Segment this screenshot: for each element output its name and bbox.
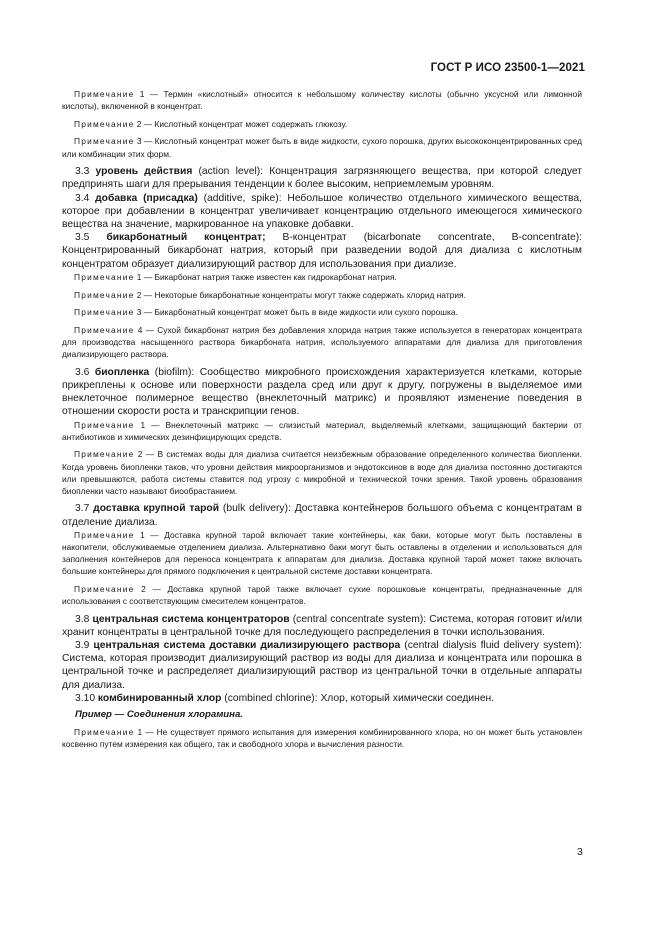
term-text: (central concentrate system): Система, которая готовит и/или хранит концентраты в центральной точке для последующего распределения в точки использования. bbox=[62, 613, 582, 638]
note-label: Примечание bbox=[74, 449, 135, 460]
note-label: Примечание bbox=[74, 289, 135, 300]
note-text: Кислотный концентрат может содержать глюкозу. bbox=[154, 118, 348, 129]
term-name: центральная система доставки диализирующего раствора bbox=[93, 639, 401, 651]
term-name: доставка крупной тарой bbox=[93, 503, 220, 515]
note-paragraph bbox=[62, 118, 582, 130]
term-number: 3.7 bbox=[75, 503, 94, 515]
note-text: Некоторые бикарбонатные концентраты могут также содержать хлорид натрия. bbox=[154, 289, 466, 300]
note-paragraph bbox=[62, 289, 582, 301]
note-text: Внеклеточный матрикс — слизистый материал, выделяемый клетками, защищающий бактерии от антибиотиков и химических дезинфицирующих средств. bbox=[62, 419, 583, 442]
term-text: (biofilm): Сообщество микробного происхождения характеризуется клетками, которые прикреплены к основе или поверхности раздела сред или друг к другу, погружены в выделяемое ими внеклеточное полимерное вещество (внеклеточный матрикс) и проявляют изменение поведения в отношении скорости роста и транскрипции генов. bbox=[62, 366, 582, 418]
term-name: уровень действия bbox=[95, 166, 193, 178]
note-number: 1 — bbox=[134, 89, 164, 99]
note-paragraph bbox=[62, 419, 582, 443]
term-definition bbox=[62, 613, 582, 639]
note-text: Бикарбонат натрия также известен как гидрокарбонат натрия. bbox=[154, 271, 397, 282]
term-definition bbox=[62, 639, 582, 692]
note-paragraph bbox=[62, 583, 582, 607]
note-number: 2 — bbox=[134, 449, 158, 460]
term-text: (additive, spike): Небольшое количество отдельного химического вещества, которое при добавлении в концентрат увеличивает концентрацию отдельного имеющегося химического вещества на значение, маркированное на упаковке добавки. bbox=[62, 192, 582, 231]
example-line: Пример — Соединения хлорамина. bbox=[75, 708, 243, 720]
note-number: 2 — bbox=[134, 289, 155, 300]
note-number: 3 — bbox=[134, 136, 155, 147]
note-number: 3 — bbox=[134, 307, 155, 318]
note-paragraph bbox=[62, 529, 582, 577]
document-body bbox=[62, 88, 582, 756]
term-definition bbox=[62, 366, 582, 419]
term-number: 3.8 bbox=[75, 613, 93, 625]
term-definition bbox=[62, 192, 582, 232]
note-number: 2 — bbox=[134, 583, 168, 594]
note-paragraph bbox=[62, 271, 582, 283]
term-name: добавка (присадка) bbox=[95, 192, 198, 204]
note-text: В системах воды для диализа считается неизбежным образование определенного количества биопленки. Когда уровень биопленки таков, что уровни действия микроорганизмов и эндотоксинов в воде для диализа постоянно достигаются или превышаются, работа системы ставится под угрозу с микробной и технической точки зрения. Такой уровень образования биопленки часто называют биообрастанием. bbox=[62, 449, 582, 496]
term-definition bbox=[62, 692, 582, 705]
term-number: 3.3 bbox=[75, 166, 96, 178]
note-label: Примечание bbox=[74, 271, 135, 282]
note-paragraph bbox=[62, 324, 582, 360]
note-text: Доставка крупной тарой включает такие контейнеры, как баки, которые могут быть поставлены в накопители, обслуживаемые отделением диализа. Альтернативно баки могут быть оставлены в отделении и использоваться для заполнения контейнеров для переноса концентрата к аппаратам для диализа. Доставка крупной тарой может также включать большие контейнеры для прямого подключения к центральной системе доставки концентрата. bbox=[62, 529, 582, 577]
note-text: Кислотный концентрат может быть в виде жидкости, сухого порошка, других высококонцентрированных сред или комбинации этих форм. bbox=[62, 136, 582, 159]
term-number: 3.4 bbox=[75, 192, 96, 204]
note-text: Не существует прямого испытания для измерения комбинированного хлора, но он может быть установлен косвенно путем измерения как общего, так и свободного хлора и вычисления разности. bbox=[62, 726, 582, 750]
term-text: (action level): Концентрация загрязняющего вещества, при которой следует предпринять шаги для прерывания тенденции к более высоким, неприемлемым уровням. bbox=[62, 166, 582, 191]
note-number: 1 — bbox=[134, 419, 166, 430]
term-definition bbox=[62, 502, 582, 528]
note-label: Примечание bbox=[74, 307, 135, 318]
term-name: комбинированный хлор bbox=[97, 692, 222, 704]
term-name: бикарбонатный концентрат; bbox=[106, 232, 266, 244]
note-paragraph bbox=[62, 448, 582, 496]
note-paragraph bbox=[62, 88, 582, 112]
term-text: (bulk delivery): Доставка контейнеров большого объема с концентратам в отделение диализа. bbox=[62, 503, 582, 528]
term-number: 3.10 bbox=[75, 692, 98, 704]
note-text: Доставка крупной тарой также включает сухие порошковые концентраты, предназначенные для использования с соответствующим смесителем концентратов. bbox=[62, 583, 582, 606]
term-definition bbox=[62, 231, 582, 271]
note-label: Примечание bbox=[74, 726, 135, 737]
note-label: Примечание bbox=[74, 89, 135, 99]
term-number: 3.5 bbox=[75, 232, 107, 244]
note-paragraph bbox=[62, 135, 582, 159]
term-text: В-концентрат (bicarbonate concentrate, B-concentrate): Концентрированный бикарбонат натрия, который при разведении водой для диализа с кислотным концентратом образует диализирующий раствор для использования при диализе. bbox=[62, 232, 582, 270]
document-header: ГОСТ Р ИСО 23500-1—2021 bbox=[430, 62, 585, 74]
note-number: 4 — bbox=[134, 324, 158, 335]
note-label: Примечание bbox=[74, 324, 135, 335]
term-name: центральная система концентраторов bbox=[92, 613, 290, 625]
term-text: (central dialysis fluid delivery system): Система, которая производит диализирующий раствор из воды для диализа и концентрата или порошка в центральной точке и распределяет диализирующий раствор из центральной точки в отдельные аппараты для диализа. bbox=[62, 639, 582, 691]
note-number: 2 — bbox=[134, 118, 155, 129]
note-text: Сухой бикарбонат натрия без добавления хлорида натрия также используется в генераторах концентрата для производства насыщенного раствора бикарбоната натрия, используемого аппаратами для диализа для приготовления диализирующего раствора. bbox=[62, 324, 582, 360]
note-label: Примечание bbox=[74, 529, 135, 540]
term-name: биопленка bbox=[94, 366, 150, 378]
page-number: 3 bbox=[577, 846, 583, 858]
note-paragraph bbox=[62, 726, 582, 750]
note-text: Бикарбонатный концентрат может быть в виде жидкости или сухого порошка. bbox=[154, 307, 458, 318]
note-label: Примечание bbox=[74, 419, 135, 430]
note-number: 1 — bbox=[134, 271, 155, 282]
note-label: Примечание bbox=[74, 136, 135, 147]
term-definition bbox=[62, 165, 582, 191]
note-label: Примечание bbox=[74, 583, 135, 594]
note-label: Примечание bbox=[74, 118, 135, 129]
note-number: 1 — bbox=[134, 529, 165, 540]
term-number: 3.6 bbox=[75, 366, 95, 378]
note-number: 1 — bbox=[134, 726, 157, 737]
note-text: Термин «кислотный» относится к небольшому количеству кислоты (обычно уксусной или лимонной кислоты), включенной в концентрат. bbox=[62, 89, 583, 112]
term-number: 3.9 bbox=[75, 639, 94, 651]
term-text: (combined chlorine): Хлор, который химически соединен. bbox=[221, 692, 495, 704]
note-paragraph bbox=[62, 306, 582, 318]
